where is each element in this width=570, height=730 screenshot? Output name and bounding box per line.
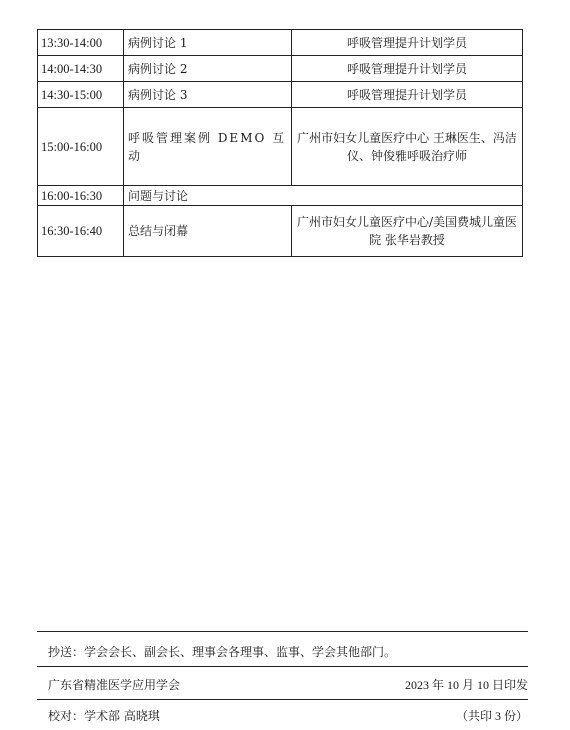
table-row <box>38 186 523 206</box>
issue-date: 2023 年 10 月 10 日印发 <box>404 677 528 692</box>
table-row <box>38 56 523 82</box>
speaker-cell: 呼吸管理提升计划学员 <box>292 82 523 108</box>
footer-bottom-rule <box>37 699 528 700</box>
speaker-cell: 呼吸管理提升计划学员 <box>292 30 523 56</box>
speaker-cell: 广州市妇女儿童医疗中心/美国费城儿童医院 张华岩教授 <box>292 206 523 257</box>
topic-cell: 呼吸管理案例 DEMO 互动 <box>124 108 292 186</box>
time-cell: 14:00-14:30 <box>38 56 124 82</box>
issuer-line <box>48 674 528 694</box>
time-cell: 16:00-16:30 <box>38 186 124 206</box>
footer-top-rule <box>37 631 528 632</box>
speaker-cell: 广州市妇女儿童医疗中心 王琳医生、冯洁仪、钟俊雅呼吸治疗师 <box>292 108 523 186</box>
cc-line <box>48 641 528 661</box>
speaker-cell: 呼吸管理提升计划学员 <box>292 56 523 82</box>
footer-middle-rule <box>37 666 528 667</box>
table-row <box>38 30 523 56</box>
time-cell: 16:30-16:40 <box>38 206 124 257</box>
table-row <box>38 82 523 108</box>
topic-cell: 病例讨论 3 <box>124 82 292 108</box>
proofreader: 校对：学术部 高晓琪 <box>48 708 160 723</box>
copies-count: （共印 3 份） <box>455 708 528 723</box>
topic-cell: 病例讨论 2 <box>124 56 292 82</box>
cc-text: 抄送：学会会长、副会长、理事会各理事、监事、学会其他部门。 <box>48 644 397 659</box>
topic-cell: 病例讨论 1 <box>124 30 292 56</box>
table-row <box>38 108 523 186</box>
schedule-table <box>37 29 523 257</box>
topic-cell: 问题与讨论 <box>124 186 523 206</box>
time-cell: 13:30-14:00 <box>38 30 124 56</box>
table-row <box>38 206 523 257</box>
proofread-line <box>48 705 528 725</box>
topic-cell: 总结与闭幕 <box>124 206 292 257</box>
time-cell: 14:30-15:00 <box>38 82 124 108</box>
time-cell: 15:00-16:00 <box>38 108 124 186</box>
issuer-name: 广东省精准医学应用学会 <box>48 677 181 692</box>
